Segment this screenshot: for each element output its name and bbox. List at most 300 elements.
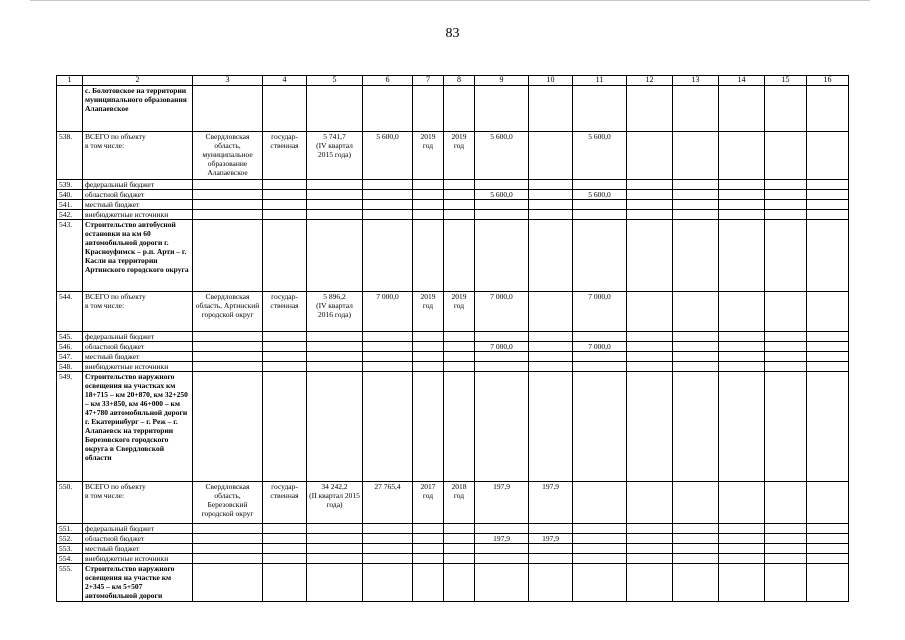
- object-name-cell: Строительство наружного освещения на участке км 2+345 – км 5+507 автомобильной дороги: [83, 564, 193, 602]
- empty-cell: [444, 190, 475, 200]
- column-number-cell: 1: [57, 76, 83, 86]
- empty-cell: [263, 86, 307, 132]
- empty-cell: [413, 534, 444, 544]
- empty-cell: [719, 292, 765, 332]
- empty-cell: [807, 554, 849, 564]
- empty-cell: [444, 564, 475, 602]
- empty-cell: [765, 200, 807, 210]
- table-row: [57, 524, 849, 534]
- row-number-cell: 545.: [57, 332, 83, 342]
- empty-cell: [363, 332, 413, 342]
- empty-cell: [413, 342, 444, 352]
- empty-cell: [263, 534, 307, 544]
- object-name-cell: федеральный бюджет: [83, 180, 193, 190]
- funding-col10-cell: [529, 332, 573, 342]
- column-number-cell: 3: [193, 76, 263, 86]
- empty-cell: [765, 534, 807, 544]
- empty-cell: [673, 200, 719, 210]
- funding-col9-cell: [475, 554, 529, 564]
- empty-cell: [627, 86, 673, 132]
- empty-cell: [363, 200, 413, 210]
- object-name-cell: федеральный бюджет: [83, 524, 193, 534]
- empty-cell: [444, 220, 475, 292]
- empty-cell: [444, 534, 475, 544]
- table-row: [57, 342, 849, 352]
- empty-cell: [363, 220, 413, 292]
- ownership-cell: государ-ственная: [263, 292, 307, 332]
- empty-cell: [307, 564, 363, 602]
- empty-cell: [307, 332, 363, 342]
- empty-cell: [193, 210, 263, 220]
- empty-cell: [193, 372, 263, 482]
- empty-cell: [193, 524, 263, 534]
- empty-cell: [363, 190, 413, 200]
- empty-cell: [807, 180, 849, 190]
- empty-cell: [193, 342, 263, 352]
- empty-cell: [673, 180, 719, 190]
- funding-col10-cell: [529, 210, 573, 220]
- empty-cell: [807, 362, 849, 372]
- empty-cell: [413, 544, 444, 554]
- empty-cell: [765, 190, 807, 200]
- empty-cell: [673, 534, 719, 544]
- object-name-cell: Строительство автобусной остановки на км 60 автомобильной дороги г. Красноуфимск – р.п. Арти – г. Касли на территории Артинского городского округа: [83, 220, 193, 292]
- investment-table: [56, 75, 849, 602]
- ownership-cell: государ-ственная: [263, 482, 307, 524]
- empty-cell: [673, 544, 719, 554]
- empty-cell: [307, 86, 363, 132]
- empty-cell: [807, 210, 849, 220]
- empty-cell: [673, 524, 719, 534]
- funding-col10-cell: [529, 190, 573, 200]
- funding-col9-cell: 7 000,0: [475, 342, 529, 352]
- empty-cell: [307, 534, 363, 544]
- funding-col9-cell: [475, 524, 529, 534]
- empty-cell: [627, 482, 673, 524]
- empty-cell: [444, 352, 475, 362]
- empty-cell: [765, 564, 807, 602]
- column-number-cell: 13: [673, 76, 719, 86]
- empty-cell: [444, 554, 475, 564]
- remaining-cost-cell: 5 600,0: [363, 132, 413, 180]
- empty-cell: [413, 524, 444, 534]
- empty-cell: [444, 332, 475, 342]
- funding-col11-cell: [573, 544, 627, 554]
- empty-cell: [444, 86, 475, 132]
- empty-cell: [363, 544, 413, 554]
- column-number-cell: 5: [307, 76, 363, 86]
- empty-cell: [673, 132, 719, 180]
- empty-cell: [807, 524, 849, 534]
- object-name-cell: местный бюджет: [83, 544, 193, 554]
- object-name-cell: местный бюджет: [83, 200, 193, 210]
- table-row: [57, 362, 849, 372]
- empty-cell: [363, 86, 413, 132]
- funding-col10-cell: [529, 342, 573, 352]
- funding-col10-cell: [529, 544, 573, 554]
- empty-cell: [363, 362, 413, 372]
- object-name-cell: областной бюджет: [83, 534, 193, 544]
- funding-col11-cell: 5 600,0: [573, 132, 627, 180]
- empty-cell: [807, 220, 849, 292]
- empty-cell: [719, 86, 765, 132]
- funding-col9-cell: 5 600,0: [475, 190, 529, 200]
- empty-cell: [673, 292, 719, 332]
- empty-cell: [413, 564, 444, 602]
- column-number-row: [57, 76, 849, 86]
- funding-col11-cell: [573, 534, 627, 544]
- empty-cell: [719, 190, 765, 200]
- object-name-cell: федеральный бюджет: [83, 332, 193, 342]
- empty-cell: [363, 372, 413, 482]
- empty-cell: [413, 554, 444, 564]
- empty-cell: [363, 342, 413, 352]
- start-year-cell: 2019 год: [413, 132, 444, 180]
- empty-cell: [307, 210, 363, 220]
- empty-cell: [529, 220, 573, 292]
- empty-cell: [719, 342, 765, 352]
- empty-cell: [627, 352, 673, 362]
- row-number-cell: 553.: [57, 544, 83, 554]
- empty-cell: [765, 342, 807, 352]
- page-number: 83: [445, 26, 460, 41]
- funding-col9-cell: [475, 332, 529, 342]
- empty-cell: [807, 564, 849, 602]
- empty-cell: [673, 190, 719, 200]
- empty-cell: [627, 220, 673, 292]
- empty-cell: [263, 544, 307, 554]
- funding-col9-cell: [475, 362, 529, 372]
- empty-cell: [673, 332, 719, 342]
- empty-cell: [627, 554, 673, 564]
- estimated-cost-cell: 5 741,7 (IV квартал 2015 года): [307, 132, 363, 180]
- remaining-cost-cell: 27 765,4: [363, 482, 413, 524]
- empty-cell: [627, 200, 673, 210]
- empty-cell: [413, 86, 444, 132]
- empty-cell: [193, 534, 263, 544]
- empty-cell: [263, 220, 307, 292]
- row-number-cell: 540.: [57, 190, 83, 200]
- location-cell: Свердловская область, Березовский городской округ: [193, 482, 263, 524]
- estimated-cost-cell: 34 242,2 (II квартал 2015 года): [307, 482, 363, 524]
- row-number-cell: 538.: [57, 132, 83, 180]
- empty-cell: [363, 180, 413, 190]
- empty-cell: [363, 564, 413, 602]
- empty-cell: [193, 332, 263, 342]
- funding-col10-cell: [529, 362, 573, 372]
- table-row: [57, 332, 849, 342]
- empty-cell: [475, 220, 529, 292]
- column-number-cell: 9: [475, 76, 529, 86]
- empty-cell: [529, 564, 573, 602]
- row-number-cell: 549.: [57, 372, 83, 482]
- empty-cell: [529, 372, 573, 482]
- empty-cell: [807, 534, 849, 544]
- empty-cell: [363, 352, 413, 362]
- column-number-cell: 7: [413, 76, 444, 86]
- empty-cell: [307, 362, 363, 372]
- funding-col11-cell: [573, 180, 627, 190]
- table-row: [57, 190, 849, 200]
- funding-col11-cell: 7 000,0: [573, 342, 627, 352]
- empty-cell: [193, 564, 263, 602]
- object-name-cell: ВСЕГО по объекту в том числе:: [83, 292, 193, 332]
- funding-col11-cell: [573, 554, 627, 564]
- object-name-cell: областной бюджет: [83, 342, 193, 352]
- empty-cell: [263, 190, 307, 200]
- empty-cell: [627, 362, 673, 372]
- funding-col11-cell: [573, 210, 627, 220]
- empty-cell: [529, 86, 573, 132]
- funding-col9-cell: [475, 210, 529, 220]
- empty-cell: [363, 210, 413, 220]
- funding-col10-cell: [529, 200, 573, 210]
- empty-cell: [627, 564, 673, 602]
- empty-cell: [193, 544, 263, 554]
- column-number-cell: 14: [719, 76, 765, 86]
- empty-cell: [263, 332, 307, 342]
- empty-cell: [363, 534, 413, 544]
- empty-cell: [765, 352, 807, 362]
- empty-cell: [765, 180, 807, 190]
- object-name-cell: с. Болотовское на территории муниципального образования Алапаевское: [83, 86, 193, 132]
- empty-cell: [807, 544, 849, 554]
- column-number-cell: 4: [263, 76, 307, 86]
- row-number-cell: 542.: [57, 210, 83, 220]
- empty-cell: [475, 372, 529, 482]
- empty-cell: [627, 544, 673, 554]
- funding-col11-cell: [573, 200, 627, 210]
- table-row: [57, 220, 849, 292]
- empty-cell: [263, 554, 307, 564]
- funding-col9-cell: [475, 544, 529, 554]
- empty-cell: [307, 524, 363, 534]
- empty-cell: [413, 190, 444, 200]
- empty-cell: [719, 554, 765, 564]
- empty-cell: [673, 554, 719, 564]
- end-year-cell: 2019 год: [444, 292, 475, 332]
- empty-cell: [673, 372, 719, 482]
- row-number-cell: 544.: [57, 292, 83, 332]
- empty-cell: [193, 362, 263, 372]
- funding-col11-cell: 5 600,0: [573, 190, 627, 200]
- empty-cell: [444, 524, 475, 534]
- empty-cell: [765, 220, 807, 292]
- funding-col9-cell: [475, 200, 529, 210]
- row-number-cell: 552.: [57, 534, 83, 544]
- empty-cell: [444, 342, 475, 352]
- funding-col11-cell: [573, 332, 627, 342]
- table-row: [57, 544, 849, 554]
- empty-cell: [627, 534, 673, 544]
- empty-cell: [807, 132, 849, 180]
- funding-col11-cell: [573, 482, 627, 524]
- funding-col11-cell: 7 000,0: [573, 292, 627, 332]
- empty-cell: [263, 372, 307, 482]
- funding-col9-cell: 5 600,0: [475, 132, 529, 180]
- row-number-cell: [57, 86, 83, 132]
- column-number-cell: 2: [83, 76, 193, 86]
- funding-col10-cell: [529, 132, 573, 180]
- object-name-cell: внебюджетные источники: [83, 554, 193, 564]
- empty-cell: [627, 524, 673, 534]
- table-row: [57, 372, 849, 482]
- object-name-cell: ВСЕГО по объекту в том числе:: [83, 482, 193, 524]
- empty-cell: [413, 210, 444, 220]
- empty-cell: [193, 554, 263, 564]
- empty-cell: [307, 190, 363, 200]
- empty-cell: [193, 220, 263, 292]
- empty-cell: [765, 554, 807, 564]
- row-number-cell: 546.: [57, 342, 83, 352]
- empty-cell: [307, 220, 363, 292]
- funding-col11-cell: [573, 352, 627, 362]
- column-number-cell: 11: [573, 76, 627, 86]
- funding-col10-cell: 197,9: [529, 534, 573, 544]
- row-number-cell: 554.: [57, 554, 83, 564]
- empty-cell: [673, 342, 719, 352]
- empty-cell: [807, 292, 849, 332]
- funding-col9-cell: [475, 352, 529, 362]
- object-name-cell: Строительство наружного освещения на участках км 18+715 – км 20+870, км 32+250 – км 33+850, км 46+000 – км 47+780 автомобильной дороги г. Екатеринбург – г. Реж – г. Алапаевск на территории Березовского городского округа в Свердловской области: [83, 372, 193, 482]
- funding-col9-cell: 197,9: [475, 534, 529, 544]
- empty-cell: [719, 200, 765, 210]
- empty-cell: [673, 210, 719, 220]
- empty-cell: [573, 86, 627, 132]
- empty-cell: [765, 332, 807, 342]
- empty-cell: [193, 200, 263, 210]
- empty-cell: [673, 220, 719, 292]
- empty-cell: [413, 332, 444, 342]
- empty-cell: [263, 362, 307, 372]
- empty-cell: [363, 524, 413, 534]
- empty-cell: [807, 372, 849, 482]
- empty-cell: [307, 200, 363, 210]
- funding-col9-cell: 7 000,0: [475, 292, 529, 332]
- empty-cell: [807, 342, 849, 352]
- row-number-cell: 550.: [57, 482, 83, 524]
- funding-col10-cell: [529, 554, 573, 564]
- empty-cell: [807, 352, 849, 362]
- empty-cell: [719, 220, 765, 292]
- empty-cell: [573, 564, 627, 602]
- empty-cell: [307, 544, 363, 554]
- empty-cell: [627, 132, 673, 180]
- empty-cell: [263, 200, 307, 210]
- empty-cell: [444, 210, 475, 220]
- empty-cell: [363, 554, 413, 564]
- row-number-cell: 541.: [57, 200, 83, 210]
- empty-cell: [765, 132, 807, 180]
- empty-cell: [627, 372, 673, 482]
- empty-cell: [193, 86, 263, 132]
- object-name-cell: ВСЕГО по объекту в том числе:: [83, 132, 193, 180]
- empty-cell: [444, 362, 475, 372]
- empty-cell: [413, 200, 444, 210]
- empty-cell: [263, 352, 307, 362]
- empty-cell: [765, 362, 807, 372]
- table-row: [57, 482, 849, 524]
- empty-cell: [719, 210, 765, 220]
- empty-cell: [627, 210, 673, 220]
- empty-cell: [673, 86, 719, 132]
- empty-cell: [444, 200, 475, 210]
- empty-cell: [193, 180, 263, 190]
- object-name-cell: областной бюджет: [83, 190, 193, 200]
- row-number-cell: 539.: [57, 180, 83, 190]
- empty-cell: [765, 482, 807, 524]
- empty-cell: [807, 482, 849, 524]
- empty-cell: [765, 292, 807, 332]
- table-row: [57, 554, 849, 564]
- funding-col10-cell: [529, 352, 573, 362]
- table-row: [57, 564, 849, 602]
- empty-cell: [413, 352, 444, 362]
- empty-cell: [719, 372, 765, 482]
- empty-cell: [719, 534, 765, 544]
- empty-cell: [627, 332, 673, 342]
- top-border-line: [30, 0, 870, 1]
- empty-cell: [263, 564, 307, 602]
- funding-col11-cell: [573, 362, 627, 372]
- row-number-cell: 543.: [57, 220, 83, 292]
- empty-cell: [475, 86, 529, 132]
- table-row: [57, 210, 849, 220]
- empty-cell: [413, 180, 444, 190]
- empty-cell: [719, 564, 765, 602]
- location-cell: Свердловская область, Артинский городской округ: [193, 292, 263, 332]
- empty-cell: [719, 544, 765, 554]
- column-number-cell: 16: [807, 76, 849, 86]
- empty-cell: [307, 180, 363, 190]
- column-number-cell: 10: [529, 76, 573, 86]
- object-name-cell: местный бюджет: [83, 352, 193, 362]
- empty-cell: [413, 362, 444, 372]
- empty-cell: [413, 220, 444, 292]
- empty-cell: [765, 524, 807, 534]
- row-number-cell: 547.: [57, 352, 83, 362]
- empty-cell: [573, 220, 627, 292]
- empty-cell: [627, 180, 673, 190]
- start-year-cell: 2017 год: [413, 482, 444, 524]
- location-cell: Свердловская область, муниципальное образование Алапаевское: [193, 132, 263, 180]
- estimated-cost-cell: 5 896,2 (IV квартал 2016 года): [307, 292, 363, 332]
- funding-col10-cell: [529, 292, 573, 332]
- end-year-cell: 2019 год: [444, 132, 475, 180]
- empty-cell: [765, 86, 807, 132]
- column-number-cell: 15: [765, 76, 807, 86]
- empty-cell: [263, 210, 307, 220]
- empty-cell: [263, 342, 307, 352]
- empty-cell: [573, 372, 627, 482]
- empty-cell: [673, 482, 719, 524]
- funding-col10-cell: [529, 524, 573, 534]
- empty-cell: [719, 132, 765, 180]
- empty-cell: [673, 352, 719, 362]
- empty-cell: [307, 554, 363, 564]
- empty-cell: [627, 190, 673, 200]
- column-number-cell: 8: [444, 76, 475, 86]
- table-row: [57, 200, 849, 210]
- empty-cell: [719, 524, 765, 534]
- funding-col10-cell: 197,9: [529, 482, 573, 524]
- empty-cell: [807, 332, 849, 342]
- empty-cell: [627, 342, 673, 352]
- funding-col9-cell: 197,9: [475, 482, 529, 524]
- empty-cell: [307, 372, 363, 482]
- object-name-cell: внебюджетные источники: [83, 362, 193, 372]
- empty-cell: [307, 342, 363, 352]
